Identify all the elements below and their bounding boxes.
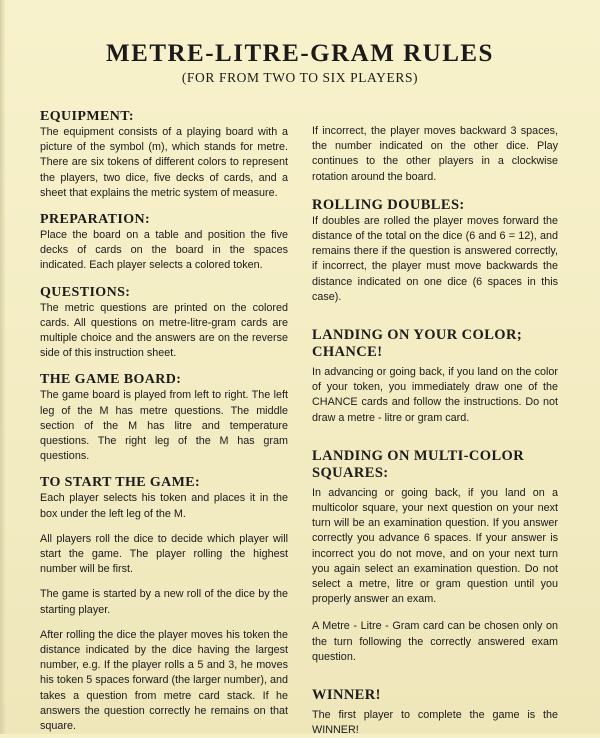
section-heading-landing-color: LANDING ON YOUR COLOR; CHANCE!: [312, 327, 523, 361]
winner-text: The first player to complete the game is the WINNER!: [312, 709, 558, 737]
start-game-text-3: The game is started by a new roll of the dice by the starting player.: [40, 588, 288, 616]
questions-text: The metric questions are printed on the colored cards. All questions on metre-litre-gram cards are multiple choice and the answers are on the reverse side of this instruction sheet.: [40, 301, 288, 360]
preparation-text: Place the board on a table and position the five decks of cards on the board in the spaces indicated. Each player selects a colored token.: [40, 229, 288, 272]
section-heading-questions: QUESTIONS:: [40, 284, 131, 300]
equipment-text: The equipment consists of a playing board with a picture of the symbol (m), which stands for metre. There are six tokens of different colors to represent the players, two dice, five decks of cards, and a sheet that explains the metric system of measure.: [40, 126, 288, 199]
page-subtitle: (FOR FROM TWO TO SIX PLAYERS): [181, 70, 419, 85]
game-board-text: The game board is played from left to right. The left leg of the M has metre questions. The middle section of the M has litre and temperature questions. The right leg of the M has gram questions.: [40, 389, 288, 463]
rolling-doubles-text: If doubles are rolled the player moves forward the distance of the total on the dice (6 and 6 = 12), and remains there if the question is answered correctly, if incorrect, the player must move backwards the distance indicated on one dice (6 spaces in this case).: [312, 214, 558, 303]
section-heading-rolling-doubles: ROLLING DOUBLES:: [312, 196, 465, 213]
page-title: METRE-LITRE-GRAM RULES: [106, 40, 494, 67]
multicolor-text-1: In advancing or going back, if you land on a multicolor square, your next question on your next turn will be an examination question. If you answer correctly you advance 6 spaces. If your answer is incorrect you do not move, and on your next turn you again select an examination question. Do not select a metre, litre or gram question until you properly answer an exam.: [312, 486, 558, 606]
start-game-text-2: All players roll the dice to decide which player will start the game. The player rolling the highest number will be first.: [40, 532, 288, 576]
section-heading-start-game: TO START THE GAME:: [40, 475, 201, 491]
multicolor-text-2: A Metre - Litre - Gram card can be chosen only on the turn following the correctly answered exam question.: [312, 620, 558, 663]
left-column: [40, 108, 288, 734]
incorrect-answer-text: If incorrect, the player moves backward 3 spaces, the number indicated on the other dice. Play continues to the other players in a clockwise rotation around the board.: [312, 125, 558, 183]
section-heading-game-board: THE GAME BOARD:: [40, 372, 182, 388]
section-heading-multicolor: LANDING ON MULTI-COLOR SQUARES:: [312, 447, 525, 481]
paper-edge-shadow: [0, 0, 6, 734]
section-heading-equipment: EQUIPMENT:: [40, 109, 134, 124]
landing-color-text: In advancing or going back, if you land on the color of your token, you immediately draw one of the CHANCE cards and follow the instructions. Do not draw a metre - litre or gram card.: [312, 366, 558, 424]
section-heading-winner: WINNER!: [312, 687, 381, 704]
section-heading-preparation: PREPARATION:: [40, 212, 151, 228]
start-game-text-1: Each player selects his token and places it in the box under the left leg of the M.: [40, 492, 288, 520]
start-game-text-4: After rolling the dice the player moves his token the distance indicated by the dice having the largest number, e.g. If the player rolls a 5 and 3, he moves his token 5 spaces forward (the larger number), and takes a question from metre card stack. If he answers the question correctly he remains on that square.: [40, 628, 288, 733]
right-column: [312, 124, 558, 738]
